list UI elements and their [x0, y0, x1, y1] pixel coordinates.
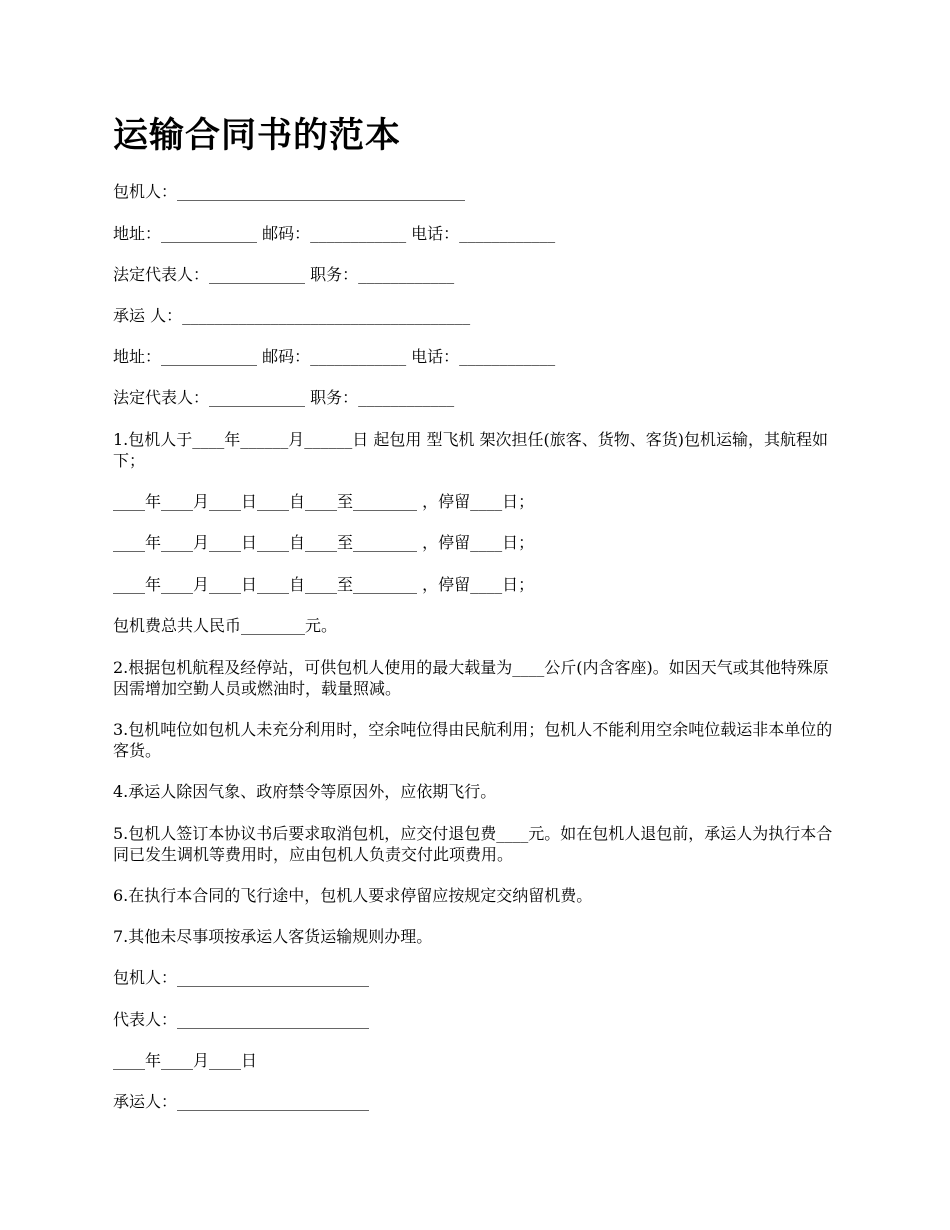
route-line-2: ____年____月____日____自____至________ ，停留____日；: [113, 533, 535, 552]
clause-6: 6.在执行本合同的飞行途中，包机人要求停留应按规定交纳留机费。: [113, 886, 593, 905]
clause-5: 5.包机人签订本协议书后要求取消包机，应交付退包费____元。如在包机人退包前，承运人为执行本合同已发生调机等费用时，应由包机人负责交付此项费用。: [113, 824, 833, 864]
clause-4: 4.承运人除因气象、政府禁令等原因外，应依期飞行。: [113, 782, 497, 801]
carrier-address-line: 地址：____________ 邮码：____________ 电话：____________: [113, 347, 556, 366]
signature-representative: 代表人：________________________: [113, 1010, 370, 1029]
signature-carrier: 承运人：________________________: [113, 1092, 370, 1111]
charterer-line: 包机人：____________________________________: [113, 182, 466, 201]
clause-2: 2.根据包机航程及经停站，可供包机人使用的最大载量为____公斤(内含客座)。如因天气或其他特殊原因需增加空勤人员或燃油时，载量照减。: [113, 658, 829, 698]
signature-charterer: 包机人：________________________: [113, 968, 370, 987]
charterer-representative-line: 法定代表人：____________ 职务：____________: [113, 265, 455, 284]
route-line-1: ____年____月____日____自____至________ ，停留____日；: [113, 492, 535, 511]
clause-7: 7.其他未尽事项按承运人客货运输规则办理。: [113, 927, 433, 946]
clause-3: 3.包机吨位如包机人未充分利用时，空余吨位得由民航利用；包机人不能利用空余吨位载运非本单位的客货。: [113, 720, 833, 760]
document-title: 运输合同书的范本: [113, 116, 402, 156]
charter-fee-line: 包机费总共人民币________元。: [113, 616, 338, 635]
charterer-address-line: 地址：____________ 邮码：____________ 电话：____________: [113, 224, 556, 243]
carrier-line: 承运 人：____________________________________: [113, 306, 471, 325]
signature-date: ____年____月____日: [113, 1051, 258, 1070]
route-line-3: ____年____月____日____自____至________ ，停留____日；: [113, 575, 535, 594]
carrier-representative-line: 法定代表人：____________ 职务：____________: [113, 388, 455, 407]
clause-1: 1.包机人于____年______月______日 起包用 型飞机 架次担任(旅客、货物、客货)包机运输，其航程如下；: [113, 430, 829, 470]
